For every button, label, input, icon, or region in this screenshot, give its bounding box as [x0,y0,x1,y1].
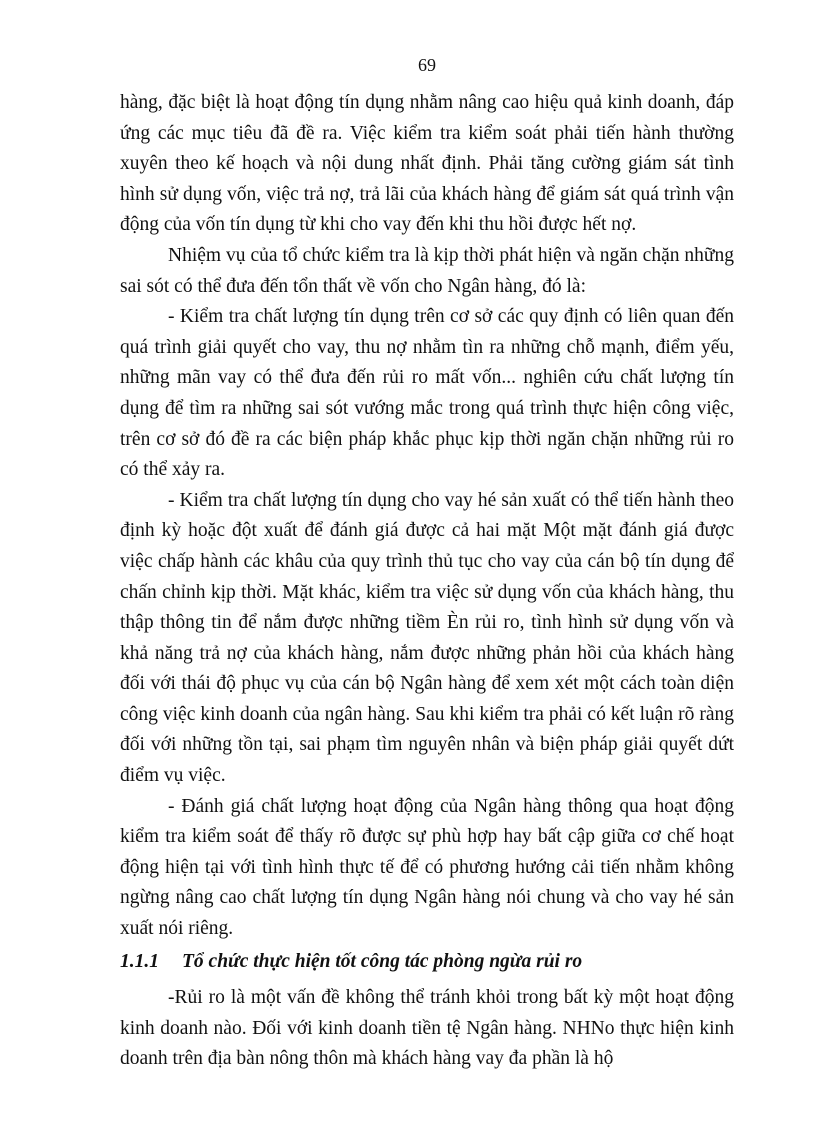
document-page [120,52,734,1075]
paragraph-inspection-duty: Nhiệm vụ của tổ chức kiểm tra là kịp thời phát hiện và ngăn chặn những sai sót có thể đưa đến tổn thất về vốn cho Ngân hàng, đó là: [120,244,734,297]
paragraph-quality-evaluation: - Đánh giá chất lượng hoạt động của Ngân hàng thông qua hoạt động kiểm tra kiểm soát để thấy rõ được sự phù hợp hay bất cập giữa cơ chế hoạt động hiện tại với tình hình thực tế để có phương hướng cải tiến nhằm không ngừng nâng cao chất lượng tín dụng Ngân hàng nói chung và cho vay hé sản xuất nói riêng. [120,795,734,940]
paragraph-continuation: hàng, đặc biệt là hoạt động tín dụng nhằm nâng cao hiệu quả kinh doanh, đáp ứng các mục tiêu đã đề ra. Việc kiểm tra kiểm soát phải tiến hành thường xuyên theo kế hoạch và nội dung nhất định. Phải tăng cường giám sát tình hình sử dụng vốn, việc trả nợ, trả lãi của khách hàng để giám sát quá trình vận động của vốn tín dụng từ khi cho vay đến khi thu hồi được hết nợ. [120,92,734,236]
section-title: Tổ chức thực hiện tốt công tác phòng ngừa rủi ro [182,950,583,972]
paragraph-credit-quality-check: - Kiểm tra chất lượng tín dụng trên cơ sở các quy định có liên quan đến quá trình giải quyết cho vay, thu nợ nhằm tìn ra những chỗ mạnh, điểm yếu, những mãn vay có thể đưa đến rủi ro mất vốn... nghiên cứu chất lượng tín dụng để tìm ra những sai sót vướng mắc trong quá trình thực hiện công việc, trên cơ sở đó đề ra các biện pháp khắc phục kịp thời ngăn chặn những rủi ro có thể xảy ra. [120,306,734,481]
paragraph-loan-inspection: - Kiểm tra chất lượng tín dụng cho vay hé sản xuất có thể tiến hành theo định kỳ hoặc đột xuất để đánh giá được cả hai mặt Một mặt đánh giá được việc chấp hành các khâu của quy trình thủ tục cho vay của cán bộ tín dụng để chấn chỉnh kịp thời. Mặt khác, kiểm tra việc sử dụng vốn của khách hàng, thu thập thông tin để nắm được những tiềm Èn rủi ro, tình hình sử dụng vốn và khả năng trả nợ của khách hàng, nắm được những phản hồi của khách hàng đối với thái độ phục vụ của cán bộ Ngân hàng để xem xét một cách toàn diện công việc kinh doanh của ngân hàng. Sau khi kiểm tra phải có kết luận rõ ràng đối với những tồn tại, sai phạm tìm nguyên nhân và biện pháp giải quyết dứt điểm vụ việc. [120,489,734,787]
page-number: 69 [418,55,436,75]
section-heading [120,947,734,978]
section-number: 1.1.1 [120,950,159,972]
paragraph-risk-intro: -Rủi ro là một vấn đề không thể tránh khỏi trong bất kỳ một hoạt động kinh doanh nào. Đối với kinh doanh tiền tệ Ngân hàng. NHNo thực hiện kinh doanh trên địa bàn nông thôn mà khách hàng vay đa phần là hộ [120,987,734,1070]
